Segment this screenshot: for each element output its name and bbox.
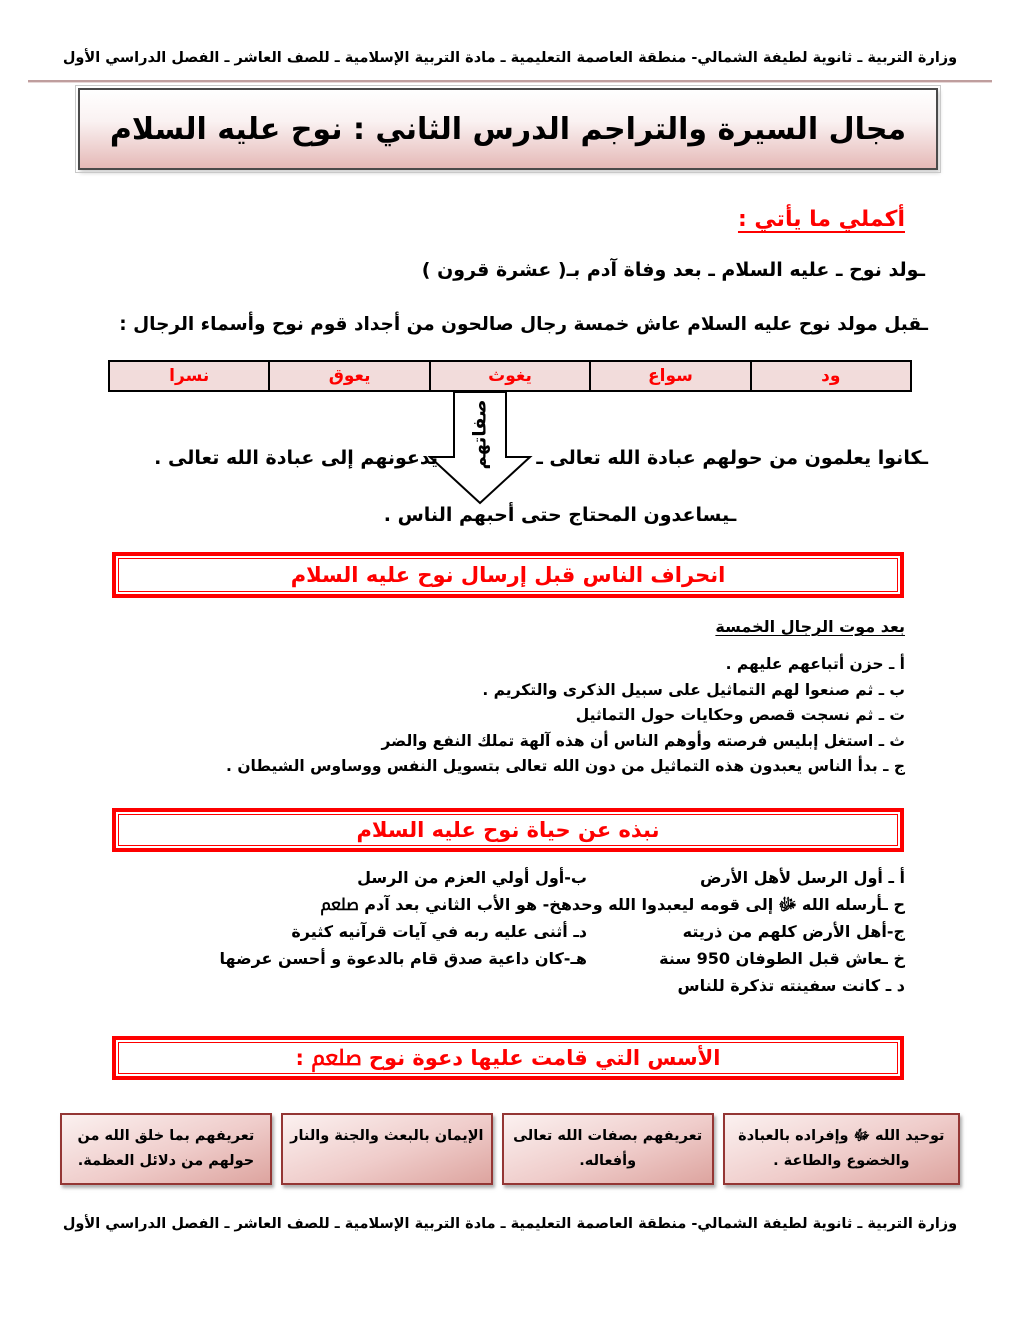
lesson-title: مجال السيرة والتراجم الدرس الثاني : نوح عليه السلام xyxy=(109,111,907,147)
complete-prompt-heading: أكملي ما يأتي : xyxy=(737,207,905,232)
bio-row xyxy=(95,864,905,891)
bio-row xyxy=(95,945,905,972)
list-item: أ ـ حزن أتباعهم عليهم . xyxy=(725,655,905,673)
list-item: ب ـ ثم صنعوا لهم التماثيل على سبيل الذكرى والتكريم . xyxy=(482,680,905,699)
bio-fact: ج-أهل الأرض كلهم من ذريته xyxy=(682,922,905,941)
bio-fact: أ ـ أول الرسل لأهل الأرض xyxy=(700,868,905,887)
bio-section-header-box xyxy=(112,808,904,852)
idol-name-cell: سواع xyxy=(590,361,750,391)
document-footer: وزارة التربية ـ ثانوية لطيفة الشمالي- منطقة العاصمة التعليمية ـ مادة التربية الإسلامية ـ للصف العاشر ـ الفصل الدراسي الأول xyxy=(62,1216,958,1232)
foundations-boxes-row xyxy=(60,1113,960,1185)
idol-name-cell: يغوث xyxy=(430,361,590,391)
deviation-section-header-inner xyxy=(118,558,898,592)
bio-section-header-inner xyxy=(118,814,898,846)
bio-facts-list xyxy=(95,864,905,999)
bio-fact: ح ـأرسله الله ﷻ إلى قومه ليعبدوا الله وحدهخ- هو الأب الثاني بعد آدم ﷵ xyxy=(320,895,905,914)
teaching-line-right: ـكانوا يعلمون من حولهم عبادة الله تعالى ـ xyxy=(536,447,928,469)
bio-fact: خ ـعاش قبل الطوفان 950 سنة xyxy=(659,949,905,968)
idol-name-cell: ود xyxy=(751,361,911,391)
idol-name-cell: يعوق xyxy=(269,361,429,391)
arrow-vertical-label: صفاتهم xyxy=(469,399,491,469)
bio-section-heading: نبذه عن حياة نوح عليه السلام xyxy=(356,818,660,842)
list-item: ج ـ بدأ الناس يعبدون هذه التماثيل من دون الله تعالى بتسويل النفس ووساوس الشيطان . xyxy=(226,757,905,775)
righteous-men-line: ـقبل مولد نوح عليه السلام عاش خمسة رجال صالحون من أجداد قوم نوح وأسماء الرجال : xyxy=(119,314,928,335)
list-item: ت ـ ثم نسجت قصص وحكايات حول التماثيل xyxy=(575,706,905,724)
bio-row xyxy=(95,891,905,918)
document-header: وزارة التربية ـ ثانوية لطيفة الشمالي- منطقة العاصمة التعليمية ـ مادة التربية الإسلامية ـ للصف العاشر ـ الفصل الدراسي الأول xyxy=(62,50,958,66)
deviation-section-header-box xyxy=(112,552,904,598)
deviation-section-heading: انحراف الناس قبل إرسال نوح عليه السلام xyxy=(290,563,726,587)
foundations-section-heading: الأسس التي قامت عليها دعوة نوح ﷵ : xyxy=(295,1046,721,1070)
bio-fact xyxy=(95,972,587,999)
bio-fact: دـ أثنى عليه ربه في آيات قرآنيه كثيرة xyxy=(291,922,587,941)
idol-names-table xyxy=(108,360,912,392)
after-death-subheading: بعد موت الرجال الخمسة xyxy=(715,617,905,636)
down-arrow-icon xyxy=(427,391,533,505)
bio-fact: ب-أول أولي العزم من الرسل xyxy=(357,868,587,887)
lesson-title-box xyxy=(78,88,938,170)
idol-name-cell: نسرا xyxy=(109,361,269,391)
deviation-steps-list xyxy=(55,652,905,780)
teaching-line-left: يدعونهم إلى عبادة الله تعالى . xyxy=(154,447,438,469)
foundation-box: الإيمان بالبعث والجنة والنار xyxy=(281,1113,493,1185)
list-item: ث ـ استغل إبليس فرصته وأوهم الناس أن هذه آلهة تملك النفع والضر xyxy=(381,731,905,750)
bio-fact: هـ-كان داعية صدق قام بالدعوة و أحسن عرضها xyxy=(219,949,587,968)
bio-row xyxy=(95,972,905,999)
foundations-section-header-box xyxy=(112,1036,904,1080)
header-divider xyxy=(28,80,992,83)
bio-fact: د ـ كانت سفينته تذكرة للناس xyxy=(677,976,905,995)
foundation-box: توحيد الله ﷻ وإفراده بالعبادة والخضوع والطاعة . xyxy=(723,1113,960,1185)
foundation-box: تعريفهم بما خلق الله من حولهم من دلائل العظمة. xyxy=(60,1113,272,1185)
table-row xyxy=(109,361,911,391)
foundations-section-header-inner xyxy=(118,1042,898,1074)
bio-row xyxy=(95,918,905,945)
helping-line: ـيساعدون المحتاج حتى أحبهم الناس . xyxy=(383,504,737,526)
foundation-box: تعريفهم بصفات الله تعالى وأفعاله. xyxy=(502,1113,714,1185)
birth-fill-line: ـولد نوح ـ عليه السلام ـ بعد وفاة آدم بـ( عشرة قرون ) xyxy=(421,259,925,281)
